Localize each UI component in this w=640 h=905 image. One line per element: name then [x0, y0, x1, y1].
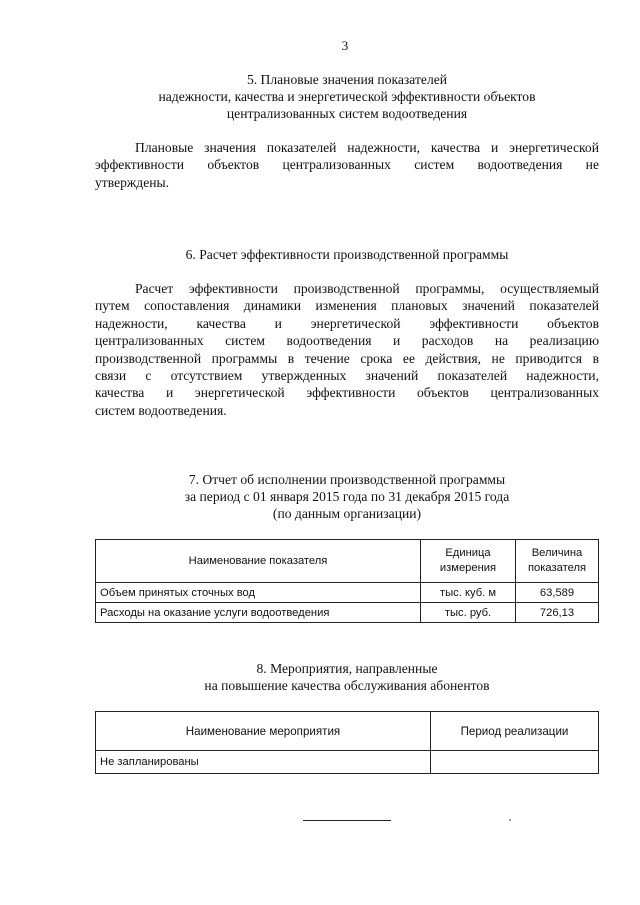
- value-cell: 726,13: [516, 603, 599, 623]
- header-value: Величина показателя: [516, 540, 599, 583]
- section-5-body-line: утверждены.: [95, 174, 170, 190]
- table-header-row: [96, 540, 599, 583]
- header-indicator-name: Наименование показателя: [96, 540, 421, 583]
- section-5-body: [95, 139, 599, 191]
- page-number: 3: [341, 38, 349, 53]
- table-row: [96, 583, 599, 603]
- section-6-body-line: надежности, качества и энергетической эффективности объектов: [95, 315, 599, 331]
- section-7-title-line: (по данным организации): [272, 506, 422, 521]
- table-row: [96, 603, 599, 623]
- header-measure-name: Наименование мероприятия: [96, 712, 431, 751]
- section-5-title-line: надежности, качества и энергетической эффективности объектов: [158, 89, 536, 104]
- section-6-body-line: Расчет эффективности производственной программы, осуществляемый: [135, 281, 599, 296]
- unit-cell: тыс. куб. м: [421, 583, 516, 603]
- section-5-title-line: 5. Плановые значения показателей: [246, 72, 448, 87]
- section-6-body-line: централизованных систем водоотведения и расходов на реализацию: [95, 333, 599, 349]
- section-6-body-line: систем водоотведения.: [95, 402, 227, 418]
- period-cell: [431, 751, 599, 774]
- header-unit: Единица измерения: [421, 540, 516, 583]
- section-5-title-line: централизованных систем водоотведения: [226, 106, 468, 121]
- section-5-body-line: эффективности объектов централизованных систем водоотведения не: [95, 157, 599, 173]
- section-6-title-line: 6. Расчет эффективности производственной программы: [185, 247, 509, 262]
- section-6-body-line: качества и энергетической эффективности объектов централизованных: [95, 385, 599, 401]
- unit-cell: тыс. руб.: [421, 603, 516, 623]
- table-row: [96, 751, 599, 774]
- section-6-body: [95, 280, 599, 419]
- section-6-body-line: путем сопоставления динамики изменения плановых значений показателей: [95, 298, 599, 314]
- section-5-body-line: Плановые значения показателей надежности, качества и энергетической: [135, 140, 599, 155]
- section-8-title-line: 8. Мероприятия, направленные: [256, 661, 438, 676]
- measure-name-cell: Не запланированы: [96, 751, 431, 774]
- section-7-title-line: за период с 01 января 2015 года по 31 декабря 2015 года: [184, 489, 510, 504]
- section-7-title: [95, 471, 599, 522]
- program-report-table: [95, 539, 599, 623]
- indicator-name-cell: Объем принятых сточных вод: [96, 583, 421, 603]
- section-6-title: [95, 246, 599, 263]
- closing-divider: [303, 820, 391, 821]
- scan-speck: [509, 819, 511, 821]
- section-8-title-line: на повышение качества обслуживания абонентов: [204, 678, 490, 693]
- section-8-title: [95, 660, 599, 694]
- section-7-title-line: 7. Отчет об исполнении производственной программы: [188, 472, 506, 487]
- section-5-title: [95, 71, 599, 122]
- section-6-body-line: производственной программы в течение срока ее действия, не приводится в: [95, 350, 599, 366]
- measures-table: [95, 711, 599, 774]
- value-cell: 63,589: [516, 583, 599, 603]
- header-period: Период реализации: [431, 712, 599, 751]
- table-header-row: [96, 712, 599, 751]
- section-6-body-line: связи с отсутствием утвержденных значений показателей надежности,: [95, 368, 599, 384]
- indicator-name-cell: Расходы на оказание услуги водоотведения: [96, 603, 421, 623]
